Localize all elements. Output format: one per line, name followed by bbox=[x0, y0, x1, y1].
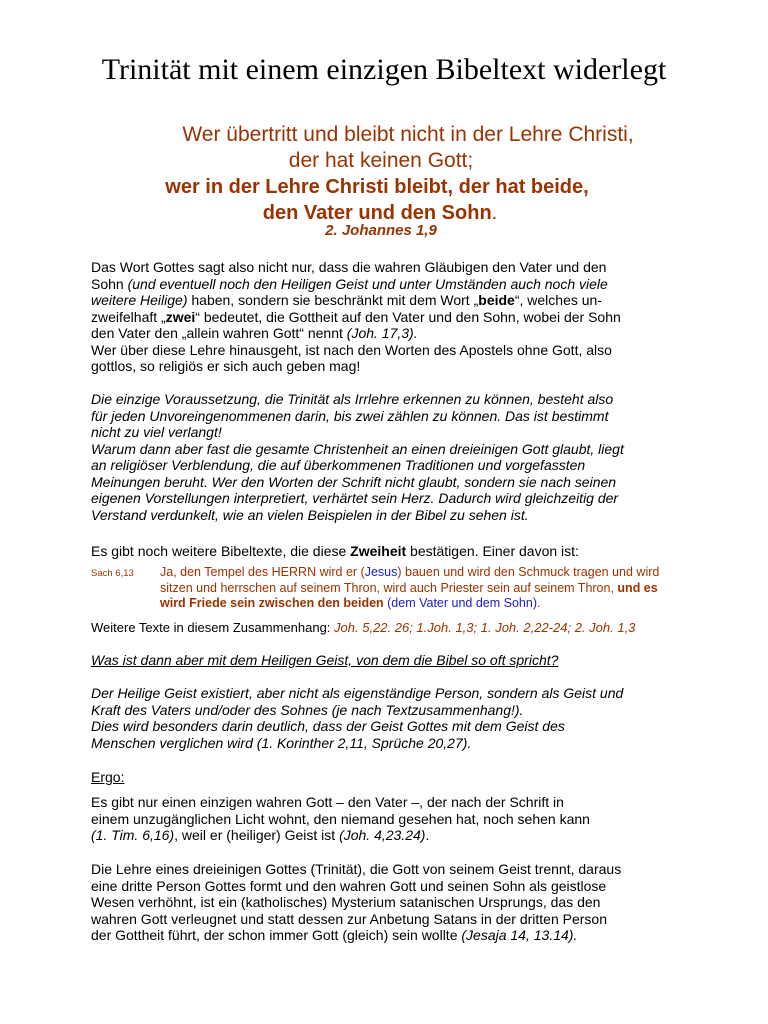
references: Joh. 5,22. 26; 1.Joh. 1,3; 1. Joh. 2,22-24; 2. Joh. 1,3 bbox=[334, 620, 636, 635]
text-line: Wer über diese Lehre hinausgeht, ist nach den Worten des Apostels ohne Gott, also bbox=[91, 341, 612, 358]
text-line: Kraft des Vaters und/oder des Sohnes (je nach Textzusammenhang!). bbox=[91, 701, 524, 718]
text-line: Das Wort Gottes sagt also nicht nur, dass die wahren Gläubigen den Vater und den bbox=[91, 259, 607, 275]
text-line: an religiöser Verblendung, die auf überkommenen Traditionen und vorgefassten bbox=[91, 457, 586, 473]
text-line: für jeden Unvoreingenommenen darin, bis zwei zählen zu können. Das ist bestimmt bbox=[91, 407, 609, 424]
text-span: bestätigen. Einer davon ist: bbox=[406, 543, 579, 559]
text-span: Ja, den Tempel des HERRN wird er ( bbox=[160, 565, 365, 579]
text-line bbox=[91, 827, 691, 844]
text-line: Warum dann aber fast die gesamte Christenheit an einen dreieinigen Gott glaubt, liegt bbox=[91, 440, 624, 457]
quote-text: den Vater und den Sohn bbox=[262, 202, 492, 224]
text-line bbox=[91, 927, 691, 944]
text-span: (dem Vater und dem Sohn) bbox=[383, 596, 537, 610]
text-span: Sohn bbox=[91, 275, 128, 292]
bible-quote bbox=[160, 565, 690, 612]
text-span: der Gottheit führt, der schon immer Gott (gleich) sein wollte bbox=[91, 927, 462, 943]
further-texts bbox=[91, 620, 691, 636]
text-line bbox=[160, 596, 690, 612]
paragraph-6 bbox=[91, 861, 691, 944]
text-span: wird Friede sein zwischen den beiden bbox=[160, 596, 384, 610]
text-line bbox=[91, 292, 691, 309]
text-line bbox=[91, 325, 691, 342]
text-line: Menschen verglichen wird (1. Korinther 2,11, Sprüche 20,27). bbox=[91, 734, 472, 751]
text-line: eigenen Vorstellungen interpretiert, verhärtet sein Herz. Dadurch wird gleichzeitig der bbox=[91, 490, 619, 506]
text-line bbox=[91, 309, 691, 326]
text-line: wahren Gott verleugnet und statt dessen zur Anbetung Satans in der dritten Person bbox=[91, 910, 607, 927]
quote-line: Wer übertritt und bleibt nicht in der Lehre Christi, bbox=[182, 123, 634, 146]
page-title: Trinität mit einem einzigen Bibeltext widerlegt bbox=[101, 53, 667, 86]
text-span: (und eventuell noch den Heiligen Geist und unter Umständen auch noch viele bbox=[127, 275, 608, 292]
quote-part-1 bbox=[0, 122, 768, 174]
text-line: Die einzige Voraussetzung, die Trinität als Irrlehre erkennen zu können, besteht also bbox=[91, 391, 614, 407]
quote-part-2 bbox=[0, 174, 768, 226]
text-span: “, welches un- bbox=[514, 292, 602, 308]
text-line bbox=[160, 565, 690, 581]
text-span: Zweiheit bbox=[350, 543, 407, 559]
quote-line: wer in der Lehre Christi bleibt, der hat beide, bbox=[165, 176, 589, 198]
text-line: Es gibt nur einen einzigen wahren Gott – den Vater –, der nach der Schrift in bbox=[91, 794, 564, 810]
text-span: Es gibt noch weitere Bibeltexte, die diese bbox=[91, 543, 351, 559]
text-span: haben, sondern sie beschränkt mit dem Wort „ bbox=[187, 292, 479, 308]
text-span: (Joh. 4,23.24) bbox=[339, 827, 426, 843]
text-span: ) bauen und wird den Schmuck tragen und wird bbox=[397, 565, 660, 579]
text-line: eine dritte Person Gottes formt und den wahren Gott und seinen Sohn als geistlose bbox=[91, 877, 607, 894]
text-span: den Vater den „allein wahren Gott“ nennt bbox=[91, 325, 347, 341]
text-line bbox=[91, 543, 691, 560]
text-line bbox=[91, 276, 691, 293]
text-span: “ bedeutet, die Gottheit auf den Vater und den Sohn, wobei der Sohn bbox=[195, 308, 621, 325]
text-span: und es bbox=[617, 580, 658, 595]
text-line: Wesen verhöhnt, ist ein (katholisches) Mysterium satanischen Ursprungs, das den bbox=[91, 894, 601, 910]
text-span: zwei bbox=[165, 308, 196, 325]
text-line: Die Lehre eines dreieinigen Gottes (Trinität), die Gott von seinem Geist trennt, daraus bbox=[91, 861, 622, 877]
question-heading: Was ist dann aber mit dem Heiligen Geist, von dem die Bibel so oft spricht? bbox=[91, 652, 559, 668]
paragraph-3 bbox=[91, 543, 691, 560]
text-span: weitere Heilige) bbox=[91, 292, 188, 308]
paragraph-1 bbox=[91, 259, 691, 375]
text-span: . bbox=[425, 827, 430, 843]
text-span: beide bbox=[478, 292, 515, 308]
text-span: (Joh. 17,3). bbox=[346, 325, 418, 341]
text-span: (1. Tim. 6,16) bbox=[91, 827, 175, 843]
text-line: Der Heilige Geist existiert, aber nicht als eigenständige Person, sondern als Geist und bbox=[91, 685, 624, 701]
paragraph-5 bbox=[91, 794, 691, 844]
ergo-heading: Ergo: bbox=[91, 769, 125, 785]
text-span: zweifelhaft „ bbox=[91, 308, 166, 325]
text-line bbox=[160, 581, 690, 597]
paragraph-2 bbox=[91, 391, 691, 523]
text-span: , weil er (heiliger) Geist ist bbox=[174, 827, 340, 843]
text-line: gottlos, so religiös er sich auch geben mag! bbox=[91, 358, 361, 374]
text-span: (Jesaja 14, 13.14). bbox=[461, 927, 578, 943]
text-line: Dies wird besonders darin deutlich, dass der Geist Gottes mit dem Geist des bbox=[91, 718, 565, 734]
bible-reference-label: Sach 6,13 bbox=[91, 568, 134, 579]
text-span: sitzen und herrschen auf seinem Thron, wird auch Priester sein auf seinem Thron, bbox=[160, 580, 618, 595]
text-span: Jesus bbox=[364, 565, 398, 579]
text-line: einem unzugänglichen Licht wohnt, den niemand gesehen hat, noch sehen kann bbox=[91, 810, 590, 827]
text-line: nicht zu viel verlangt! bbox=[91, 424, 222, 440]
text-span: . bbox=[537, 596, 541, 610]
quote-period: . bbox=[491, 202, 498, 224]
text-span: Weitere Texte in diesem Zusammenhang: bbox=[91, 620, 335, 635]
quote-line: der hat keinen Gott; bbox=[288, 149, 474, 172]
text-line: Verstand verdunkelt, wie an vielen Beispielen in der Bibel zu sehen ist. bbox=[91, 506, 529, 523]
paragraph-4 bbox=[91, 685, 691, 751]
text-line: Meinungen beruht. Wer den Worten der Schrift nicht glaubt, sondern sie nach seinen bbox=[91, 473, 617, 490]
quote-reference: 2. Johannes 1,9 bbox=[325, 222, 437, 239]
